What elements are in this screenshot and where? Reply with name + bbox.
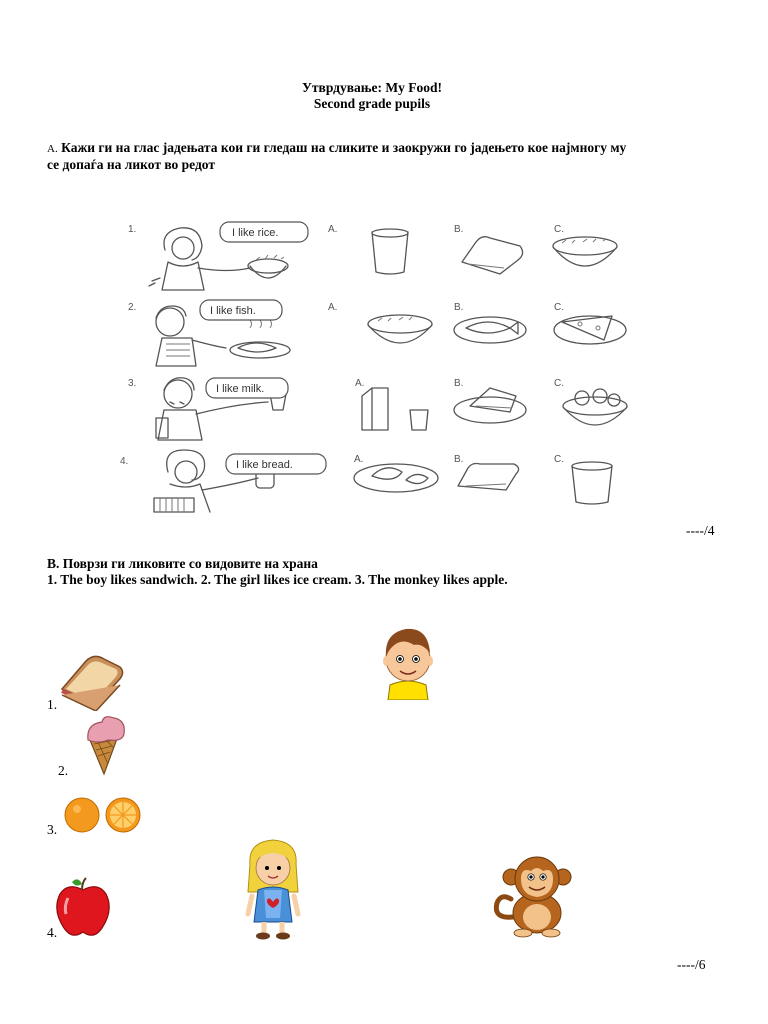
section-b-score: ----/6 xyxy=(677,957,706,972)
instruction-line-2: се допаѓа на ликот во редот xyxy=(47,157,215,172)
ice-cream-icon xyxy=(84,714,128,776)
row-1-number: 1. xyxy=(128,224,137,235)
row-4-option-b-label: B. xyxy=(454,454,464,465)
bowl-of-rice-icon xyxy=(553,237,617,266)
bowl-of-rice-icon xyxy=(368,315,432,343)
row-2-option-c-label: C. xyxy=(554,302,564,313)
section-a-letter: A. xyxy=(47,143,58,155)
row-3-number: 3. xyxy=(128,378,137,389)
girl-character xyxy=(242,838,304,940)
plate-of-pizza-icon xyxy=(554,316,626,344)
orange-icon xyxy=(64,796,142,834)
monkey-character xyxy=(493,855,583,939)
row-3-speech-bubble xyxy=(206,378,288,398)
row-4-speech-bubble xyxy=(226,454,326,474)
section-a-instruction xyxy=(47,140,737,156)
row-1-option-c-label: C. xyxy=(554,224,564,235)
food-item-4-number: 4. xyxy=(47,925,58,940)
plate-of-chicken-icon xyxy=(354,464,438,492)
worksheet-subtitle: Second grade pupils xyxy=(313,96,431,111)
slice-of-bread-icon xyxy=(458,464,519,491)
plate-of-fish-icon xyxy=(454,317,526,343)
slice-of-bread-icon xyxy=(462,237,523,274)
row-2 xyxy=(128,300,626,366)
row-3-option-c-label: C. xyxy=(554,378,564,389)
row-2-option-b-label: B. xyxy=(454,302,464,313)
row-2-option-a-label: A. xyxy=(328,302,338,313)
section-b-sentences: 1. The boy likes sandwich. 2. The girl likes ice cream. 3. The monkey likes apple. xyxy=(47,572,508,587)
row-3-speech: I like milk. xyxy=(216,383,265,395)
bowl-of-cookies-icon xyxy=(563,389,627,425)
row-4-number: 4. xyxy=(120,456,129,467)
section-a-score: ----/4 xyxy=(686,523,715,538)
food-item-1-number: 1. xyxy=(47,697,58,712)
row-1-speech: I like rice. xyxy=(232,227,279,239)
row-1-option-a-label: A. xyxy=(328,224,338,235)
food-item-2-number: 2. xyxy=(58,763,69,778)
row-3-option-a-label: A. xyxy=(355,378,365,389)
plate-of-sandwich-icon xyxy=(454,388,526,423)
boy-character xyxy=(378,625,438,700)
food-preference-illustration xyxy=(110,210,655,520)
milk-carton-and-glass-icon xyxy=(362,388,428,430)
row-4 xyxy=(120,450,612,512)
row-1-rice-bowl xyxy=(248,255,288,278)
row-4-option-c-label: C. xyxy=(554,454,564,465)
glass-of-milk-icon xyxy=(372,229,408,274)
row-1-speech-bubble xyxy=(220,222,308,242)
row-2-speech: I like fish. xyxy=(210,305,256,317)
row-2-number: 2. xyxy=(128,302,137,313)
glass-of-milk-icon xyxy=(572,462,612,504)
section-b-heading: B. Поврзи ги ликовите со видовите на храна xyxy=(47,556,318,571)
food-item-3-number: 3. xyxy=(47,822,58,837)
row-3 xyxy=(128,378,627,440)
sandwich-icon xyxy=(56,655,126,711)
row-3-option-b-label: B. xyxy=(454,378,464,389)
apple-icon xyxy=(54,876,112,940)
row-4-option-a-label: A. xyxy=(354,454,364,465)
row-2-speech-bubble xyxy=(200,300,282,320)
row-1 xyxy=(128,222,617,290)
worksheet-title: Утврдување: My Food! xyxy=(301,80,443,95)
row-1-option-b-label: B. xyxy=(454,224,464,235)
row-4-speech: I like bread. xyxy=(236,459,293,471)
instruction-line-1: Кажи ги на глас јадењата кои ги гледаш на сликите и заокружи го јадењето кое најмногу му xyxy=(61,140,627,155)
